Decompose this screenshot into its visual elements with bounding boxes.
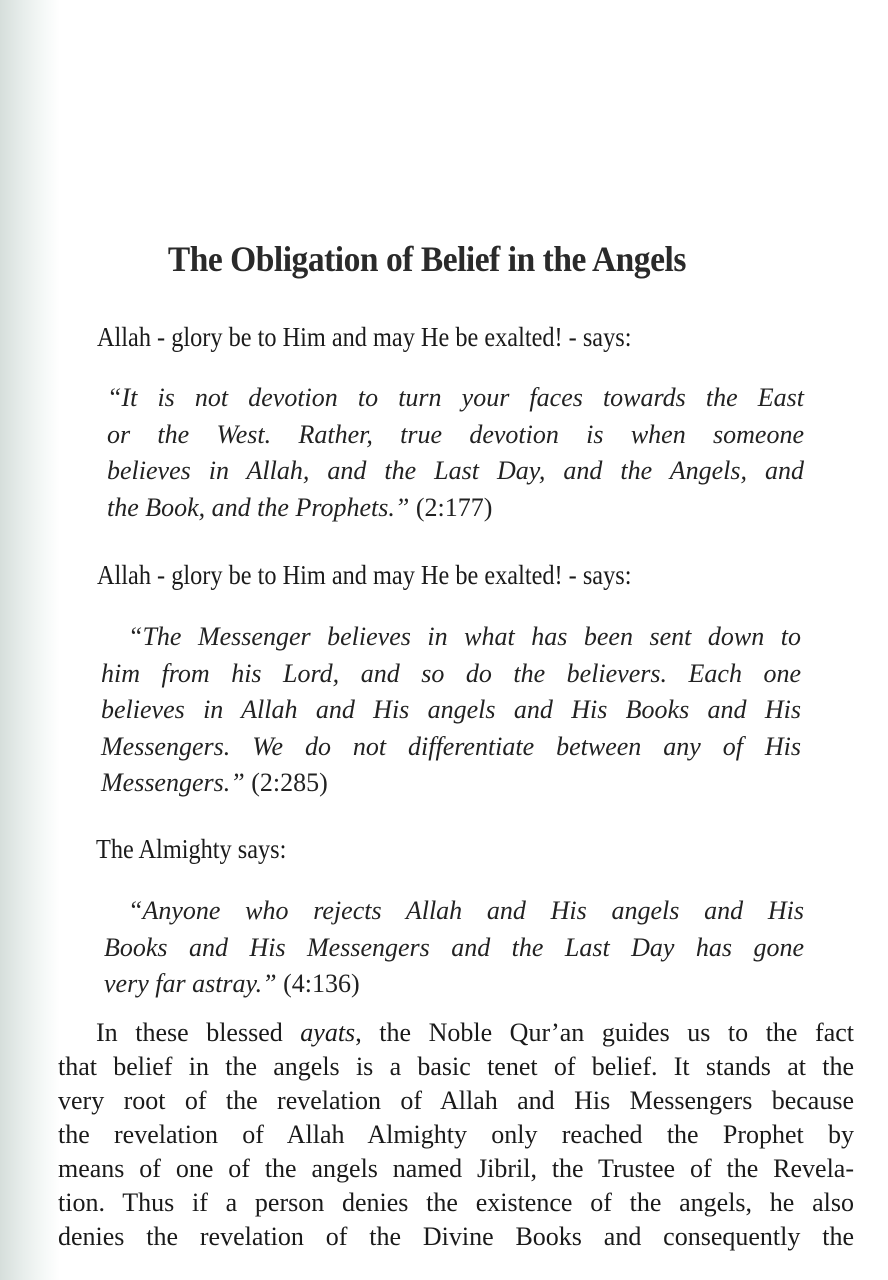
section-intro-2: Allah - glory be to Him and may He be exalted! - says: <box>97 560 632 590</box>
quote-line: believes in Allah and His angels and His Books and His <box>101 695 801 724</box>
quote-line: believes in Allah, and the Last Day, and the Angels, and <box>107 456 804 485</box>
body-line: the revelation of Allah Almighty only reached the Prophet by <box>58 1120 854 1149</box>
body-line: means of one of the angels named Jibril, the Trustee of the Revela- <box>58 1154 854 1183</box>
quote-line: or the West. Rather, true devotion is when someone <box>107 419 804 449</box>
section-intro-3: The Almighty says: <box>96 834 287 864</box>
verse-reference: (2:285) <box>251 768 328 797</box>
quote-line: the Book, and the Prophets.” (2:177) <box>107 492 493 522</box>
body-line: In these blessed ayats, the Noble Qur’an guides us to the fact <box>96 1018 854 1047</box>
body-line: denies the revelation of the Divine Books and consequently the <box>58 1222 854 1251</box>
quote-line: Messengers. We do not differentiate between any of His <box>101 731 801 761</box>
quote-block-2 <box>101 619 801 802</box>
page-scan-edge <box>0 0 60 1280</box>
quote-block-3 <box>104 893 804 1003</box>
section-intro-1: Allah - glory be to Him and may He be exalted! - says: <box>97 322 632 352</box>
italic-term: ayats <box>300 1018 356 1047</box>
quote-line: him from his Lord, and so do the believers. Each one <box>101 658 801 688</box>
body-line: tion. Thus if a person denies the existence of the angels, he also <box>58 1188 854 1217</box>
page-title: The Obligation of Belief in the Angels <box>167 239 686 279</box>
quote-line: Messengers.” (2:285) <box>101 768 328 797</box>
quote-line: “It is not devotion to turn your faces towards the East <box>107 383 804 412</box>
verse-reference: (2:177) <box>415 492 493 522</box>
quote-line: Books and His Messengers and the Last Day has gone <box>104 932 804 962</box>
quote-block-1 <box>107 380 804 526</box>
verse-reference: (4:136) <box>283 969 360 998</box>
body-paragraph <box>58 1016 854 1254</box>
quote-line: “Anyone who rejects Allah and His angels and His <box>128 896 804 925</box>
quote-line: very far astray.” (4:136) <box>104 969 360 998</box>
quote-line: “The Messenger believes in what has been sent down to <box>128 622 801 651</box>
body-line: that belief in the angels is a basic tenet of belief. It stands at the <box>58 1052 854 1081</box>
body-line: very root of the revelation of Allah and His Messengers because <box>58 1086 854 1115</box>
